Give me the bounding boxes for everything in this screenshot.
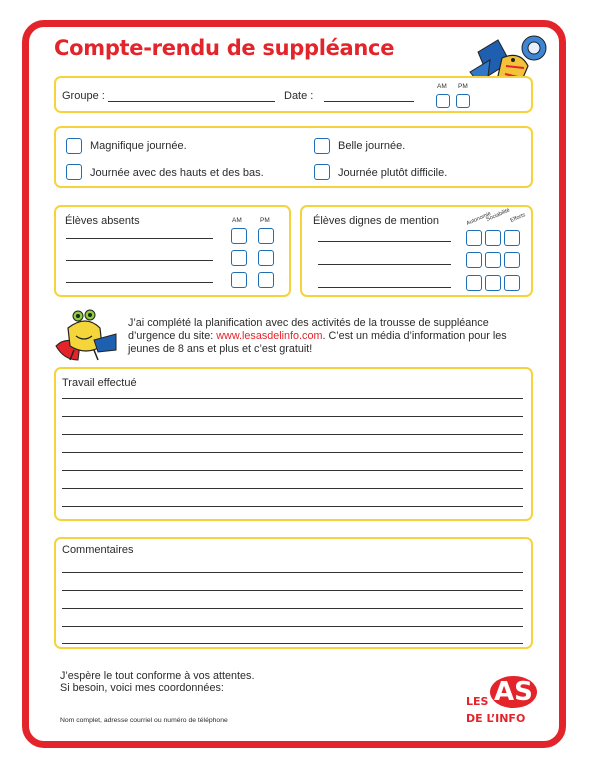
work-line-6[interactable] <box>62 488 523 489</box>
promo-paragraph <box>128 317 538 356</box>
work-line-2[interactable] <box>62 416 523 417</box>
work-line-5[interactable] <box>62 470 523 471</box>
alien-mascot-icon <box>50 306 122 362</box>
mention-checkbox-1-2[interactable] <box>485 230 501 246</box>
mention-students-title: Élèves dignes de mention <box>313 215 439 227</box>
comment-line-2[interactable] <box>62 590 523 591</box>
absent-am-label: AM <box>232 217 242 224</box>
comment-line-1[interactable] <box>62 572 523 573</box>
page-title: Compte-rendu de suppléance <box>54 36 395 60</box>
promo-text-before: J’ai complété la planification avec des activités de la trousse de suppléance d’urgence du site: <box>128 317 489 342</box>
pm-checkbox[interactable] <box>456 94 470 108</box>
absent-am-checkbox-1[interactable] <box>231 228 247 244</box>
absent-am-checkbox-2[interactable] <box>231 250 247 266</box>
mention-checkbox-3-1[interactable] <box>466 275 482 291</box>
comment-line-5[interactable] <box>62 643 523 644</box>
absent-pm-checkbox-1[interactable] <box>258 228 274 244</box>
day-option-label-4: Journée plutôt difficile. <box>338 167 448 179</box>
absent-line-1[interactable] <box>66 238 213 239</box>
mention-line-2[interactable] <box>318 264 451 265</box>
logo-de-l-info: DE L’INFO <box>466 712 526 725</box>
mention-checkbox-3-2[interactable] <box>485 275 501 291</box>
logo-les: LES <box>466 695 489 708</box>
comments-title: Commentaires <box>62 544 134 556</box>
date-label: Date : <box>284 90 314 102</box>
absent-students-title: Élèves absents <box>65 215 140 227</box>
mention-checkbox-2-2[interactable] <box>485 252 501 268</box>
am-checkbox[interactable] <box>436 94 450 108</box>
work-line-4[interactable] <box>62 452 523 453</box>
group-label: Groupe : <box>62 90 105 102</box>
absent-line-3[interactable] <box>66 282 213 283</box>
date-field[interactable] <box>324 101 414 102</box>
work-line-7[interactable] <box>62 506 523 507</box>
absent-pm-checkbox-2[interactable] <box>258 250 274 266</box>
comment-line-4[interactable] <box>62 626 523 627</box>
les-as-de-l-info-logo <box>466 676 536 728</box>
am-label: AM <box>437 83 447 90</box>
comment-line-3[interactable] <box>62 608 523 609</box>
mention-checkbox-3-3[interactable] <box>504 275 520 291</box>
day-option-checkbox-1[interactable] <box>66 138 82 154</box>
group-field[interactable] <box>108 101 275 102</box>
mention-checkbox-2-3[interactable] <box>504 252 520 268</box>
closing-line-1: J’espère le tout conforme à vos attentes. <box>60 670 255 682</box>
absent-pm-checkbox-3[interactable] <box>258 272 274 288</box>
work-line-3[interactable] <box>62 434 523 435</box>
mention-col-autonomie: Autonomie <box>465 210 493 227</box>
day-option-label-3: Journée avec des hauts et des bas. <box>90 167 264 179</box>
mention-checkbox-2-1[interactable] <box>466 252 482 268</box>
day-option-label-1: Magnifique journée. <box>90 140 187 152</box>
day-option-checkbox-3[interactable] <box>66 164 82 180</box>
day-option-checkbox-4[interactable] <box>314 164 330 180</box>
mention-line-1[interactable] <box>318 241 451 242</box>
mention-line-3[interactable] <box>318 287 451 288</box>
mention-checkbox-1-1[interactable] <box>466 230 482 246</box>
absent-line-2[interactable] <box>66 260 213 261</box>
promo-link[interactable]: www.lesasdelinfo.com <box>216 330 323 342</box>
logo-as: AS <box>490 676 537 708</box>
closing-line-2: Si besoin, voici mes coordonnées: <box>60 682 224 694</box>
mention-checkbox-1-3[interactable] <box>504 230 520 246</box>
absent-pm-label: PM <box>260 217 270 224</box>
pm-label: PM <box>458 83 468 90</box>
work-done-box <box>54 367 533 521</box>
absent-am-checkbox-3[interactable] <box>231 272 247 288</box>
promo-text-after: . C’est un média d’information pour les jeunes de 8 ans et plus et c’est gratuit! <box>128 330 507 355</box>
mention-col-sociabilite: Sociabilité <box>485 207 511 223</box>
mention-col-efforts: Efforts <box>509 212 527 224</box>
work-line-1[interactable] <box>62 398 523 399</box>
contact-hint: Nom complet, adresse courriel ou numéro de téléphone <box>60 717 228 724</box>
day-option-label-2: Belle journée. <box>338 140 406 152</box>
day-option-checkbox-2[interactable] <box>314 138 330 154</box>
work-done-title: Travail effectué <box>62 377 137 389</box>
